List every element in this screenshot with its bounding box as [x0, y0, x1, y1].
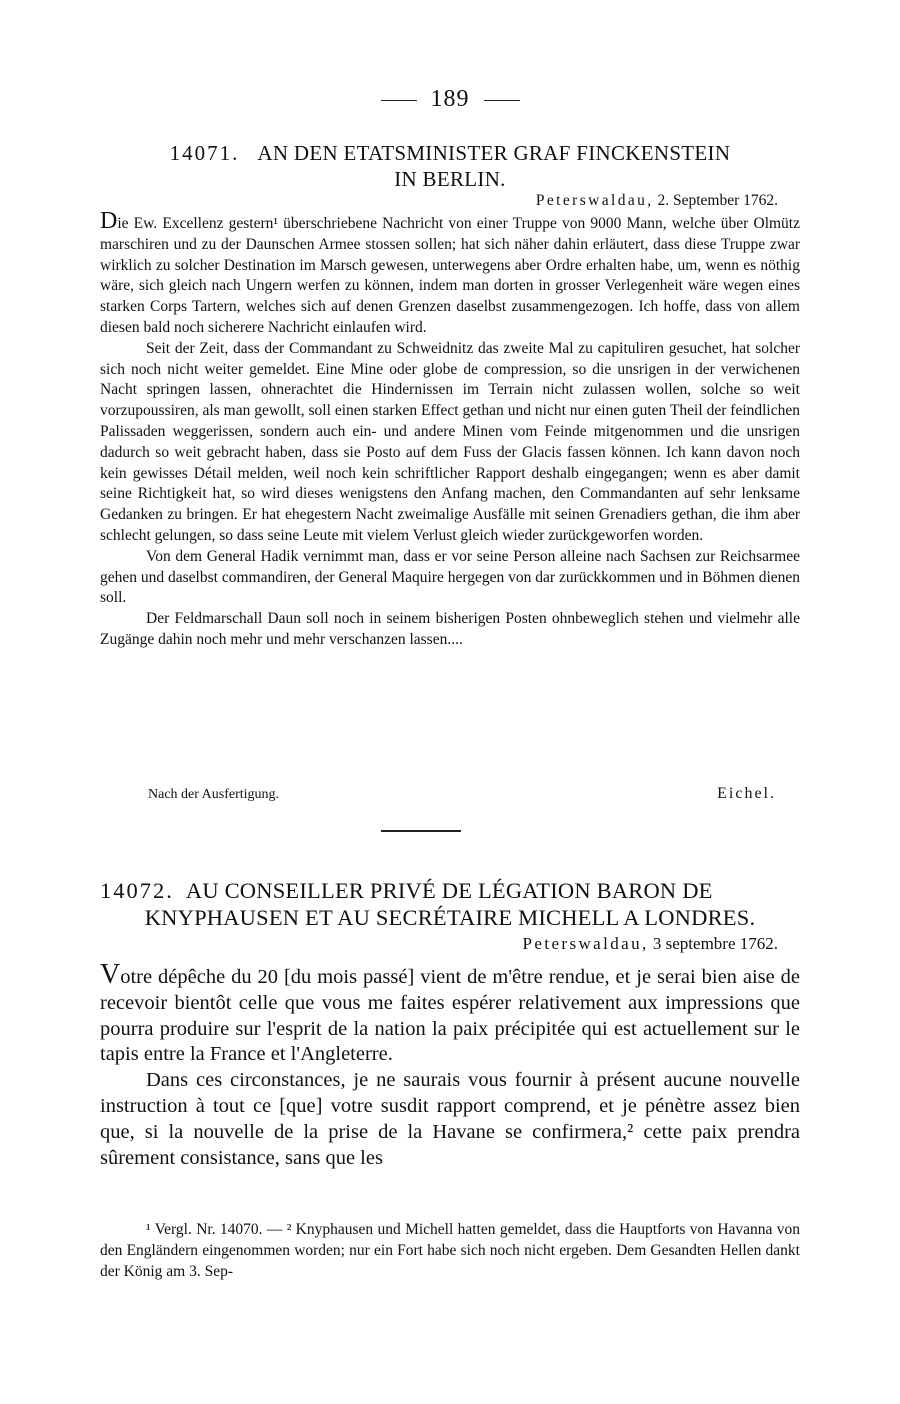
- letter-1-heading: [100, 140, 800, 192]
- letter-1-date: 2. September 1762.: [653, 192, 778, 209]
- letter-1-paragraph: Der Feldmarschall Daun soll noch in seinem bisherigen Posten ohnbeweglich stehen und vielmehr alle Zugänge dahin noch mehr und mehr verschanzen lassen....: [100, 610, 800, 648]
- letter-2-dropcap: V: [100, 959, 121, 990]
- letter-1-title-line2: IN BERLIN.: [394, 167, 506, 191]
- page-header: [0, 86, 900, 113]
- letter-2-body: [100, 959, 800, 1171]
- letter-1-closing: [148, 787, 776, 803]
- section-divider: [381, 830, 461, 832]
- page-number: 189: [430, 86, 470, 112]
- letter-2-place: Peterswaldau,: [522, 934, 649, 953]
- letter-2-title-line1: AU CONSEILLER PRIVÉ DE LÉGATION BARON DE: [185, 878, 713, 903]
- letter-2-paragraph: Votre dépêche du 20 [du mois passé] vient de m'être rendue, et je serai bien aise de recevoir bientôt celle que vous me faites espérer relativement aux impressions que pourra produire sur l'esprit de la nation la paix précipitée qui est actuellement sur le tapis entre la France et l'Angleterre.: [100, 959, 800, 1066]
- footnote: ¹ Vergl. Nr. 14070. — ² Knyphausen und Michell hatten gemeldet, dass die Hauptforts von Havanna von den Engländern eingenommen worden; nur ein Fort habe sich noch nicht ergeben. Dem Gesandten Hellen dankt der König am 3. Sep-: [100, 1221, 800, 1280]
- letter-2-heading: [100, 877, 800, 931]
- letter-1-source: Nach der Ausfertigung.: [148, 787, 280, 802]
- letter-1-place: Peterswaldau,: [535, 192, 654, 209]
- header-dash-left: [381, 100, 417, 101]
- letter-2-paragraph: Dans ces circonstances, je ne saurais vous fournir à présent aucune nouvelle instruction à tout ce [que] votre susdit rapport comprend, et je pénètre assez bien que, si la nouvelle de la prise de la Havane se confirmera,² cette paix prendra sûrement consistance, sans que les: [100, 1069, 800, 1169]
- letter-1-signature: Eichel.: [717, 785, 776, 802]
- footnotes: [100, 1219, 800, 1282]
- letter-1-paragraph: Von dem General Hadik vernimmt man, dass er vor seine Person alleine nach Sachsen zur Reichsarmee gehen und daselbst commandiren, der General Maquire hergegen von dar zurückkommen und in Böhmen dienen soll.: [100, 547, 801, 607]
- letter-1-dropcap: D: [100, 208, 118, 234]
- letter-2-title-line2: KNYPHAUSEN ET AU SECRÉTAIRE MICHELL A LONDRES.: [144, 905, 756, 930]
- letter-2-dateline: [523, 934, 778, 954]
- letter-2-date: 3 septembre 1762.: [648, 934, 778, 953]
- letter-1-paragraph: Die Ew. Excellenz gestern¹ überschriebene Nachricht von einer Truppe von 9000 Mann, welche über Olmütz marschiren und zu der Daunschen Armee stossen sollen; hat sich näher dahin erläutert, dass diese Truppe zwar wirklich zu solcher Destination im Marsch gewesen, unterwegens aber Ordre erhalten habe, um, wenn es nöthig wäre, sich gleich nach Ungern werfen zu können, indem man dorten in grosser Verlegenheit wäre wegen eines starken Corps Tartern, welches sich auf denen Grenzen daselbst zusammengezogen. Ich hoffe, dass von allem diesen bald noch sicherere Nachricht einlaufen wird.: [100, 208, 800, 336]
- letter-1-body: [100, 208, 801, 651]
- header-dash-right: [484, 100, 520, 101]
- letter-1-number: 14071.: [169, 141, 240, 165]
- letter-1-paragraph: Seit der Zeit, dass der Commandant zu Schweidnitz das zweite Mal zu capituliren gesuchet, hat solcher sich noch nicht weiter gemeldet. Eine Mine oder globe de compression, so die unsrigen in der verwichenen Nacht springen lassen, ohnerachtet die Hindernissen im Terrain nicht zulassen wollen, solche so weit vorzupoussiren, als man gewollt, soll einen starken Effect gethan und nicht nur einen guten Theil der feindlichen Palissaden weggerissen, sondern auch ein- und andere Minen vom Feinde mitgenommen und die unsrigen dadurch so weit gebracht haben, dass sie Posto auf dem Fuss der Glacis fassen können. Ich kann davon noch kein gewisses Détail melden, weil noch kein schriftlicher Rapport deshalb eingegangen; wenn es aber damit seine Richtigkeit hat, so wird dieses wenigstens den Anfang machen, den Commandanten auf sehr lenksame Gedanken zu bringen. Er hat ehegestern Nacht zweimalige Ausfälle mit seinen Grenadiers gethan, die ihm aber schlecht gelungen, so dass seine Leute mit vielem Verlust gleich wieder zurückgeworfen worden.: [100, 339, 800, 544]
- letter-2-number: 14072.: [100, 878, 174, 903]
- letter-1-title-line1: AN DEN ETATSMINISTER GRAF FINCKENSTEIN: [257, 141, 731, 165]
- letter-1-dateline: [536, 192, 778, 210]
